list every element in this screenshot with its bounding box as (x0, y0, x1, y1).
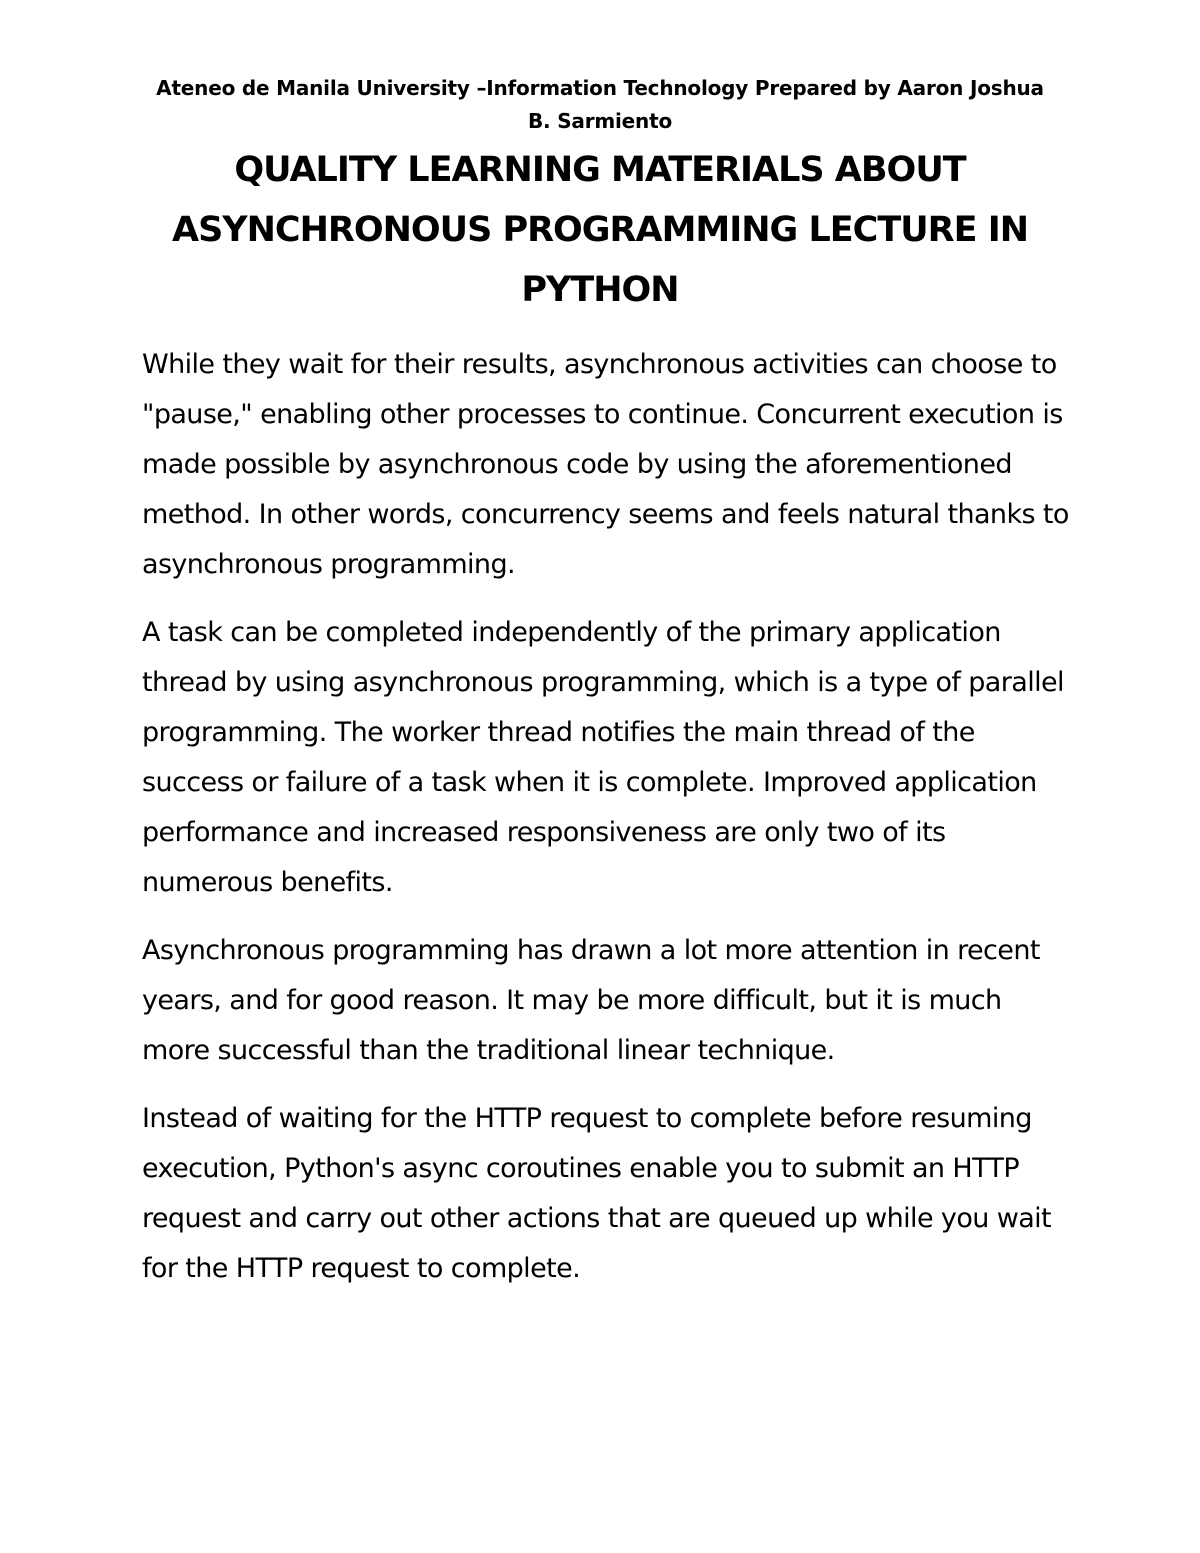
paragraph: A task can be completed independently of the primary application thread by using asynchronous programming, which is a type of parallel programming. The worker thread notifies the main thread of the success or failure of a task when it is complete. Improved application performance and increased responsiveness are only two of its numerous benefits. (142, 617, 1064, 898)
paragraph: Instead of waiting for the HTTP request to complete before resuming execution, Python's async coroutines enable you to submit an HTTP request and carry out other actions that are queued up while you wait for the HTTP request to complete. (142, 1103, 1052, 1284)
document-body (142, 340, 1072, 1312)
document-title: QUALITY LEARNING MATERIALS ABOUT ASYNCHRONOUS PROGRAMMING LECTURE IN PYTHON (171, 150, 1029, 310)
paragraph: Asynchronous programming has drawn a lot more attention in recent years, and for good reason. It may be more difficult, but it is much more successful than the traditional linear technique. (142, 935, 1040, 1066)
paragraph: While they wait for their results, asynchronous activities can choose to "pause," enabling other processes to continue. Concurrent execution is made possible by asynchronous code by using the aforementioned method. In other words, concurrency seems and feels natural thanks to asynchronous programming. (142, 349, 1069, 580)
document-header: Ateneo de Manila University –Information Technology Prepared by Aaron Joshua B. Sarmiento (156, 76, 1044, 133)
